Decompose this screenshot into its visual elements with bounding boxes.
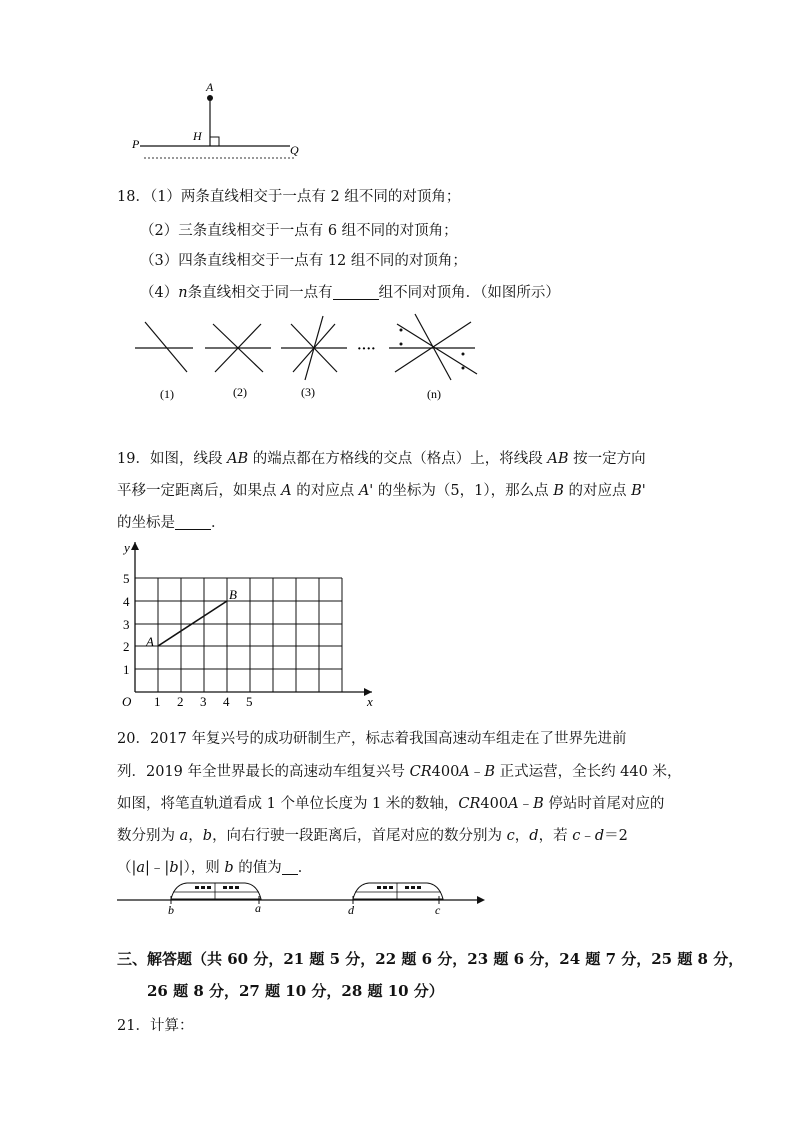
section-3-heading: 三、解答题（共 60 分，21 题 5 分，22 题 6 分，23 题 6 分，24 题 7 分，25 题 8 分， — [117, 950, 744, 968]
label-p: P — [132, 137, 140, 151]
y-tick-1: 1 — [123, 662, 130, 677]
label-a: A — [206, 80, 214, 94]
x-tick-1: 1 — [154, 694, 161, 709]
fig-label-3: (3) — [301, 385, 315, 399]
label-c: c — [435, 903, 441, 917]
q21-title: 21．计算： — [117, 1018, 194, 1034]
y-tick-5: 5 — [123, 571, 130, 586]
point-b-label: B — [229, 587, 237, 602]
x-axis-label: x — [367, 694, 373, 709]
y-axis-label: y — [124, 540, 130, 555]
label-d: d — [348, 903, 354, 917]
label-h: H — [193, 129, 202, 143]
q18-answer-blank[interactable] — [333, 285, 379, 300]
q19-line2: 平移一定距离后，如果点 A 的对应点 A' 的坐标为（5，1），那么点 B 的对应点 B' — [117, 483, 646, 499]
origin-label: O — [122, 694, 132, 709]
q19-line1: 19．如图，线段 AB 的端点都在方格线的交点（格点）上，将线段 AB 按一定方向 — [117, 451, 646, 467]
label-b: b — [168, 903, 174, 917]
ellipsis: ···· — [357, 342, 376, 357]
fig-label-1: (1) — [160, 387, 174, 401]
q20-line3: 如图，将笔直轨道看成 1 个单位长度为 1 米的数轴，CR400A﹣B 停站时首尾对应的 — [117, 796, 665, 812]
intersecting-lines-figure — [125, 310, 495, 405]
section-3-heading-cont: 26 题 8 分，27 题 10 分，28 题 10 分） — [147, 982, 444, 1000]
x-tick-2: 2 — [177, 694, 184, 709]
right-angle-mark — [210, 137, 219, 146]
x-tick-4: 4 — [223, 694, 230, 709]
q18-line1: 18．（1）两条直线相交于一点有 2 组不同的对顶角； — [117, 189, 461, 205]
q20-line5: （|a|﹣|b|），则 b 的值为 ． — [117, 860, 313, 876]
perpendicular-figure — [130, 78, 310, 168]
x-tick-3: 3 — [200, 694, 207, 709]
fig-label-n: (n) — [427, 387, 441, 401]
q19-line3: 的坐标是 ． — [117, 515, 226, 531]
y-tick-3: 3 — [123, 617, 130, 632]
y-tick-2: 2 — [123, 639, 130, 654]
q20-line2: 列．2019 年全世界最长的高速动车组复兴号 CR400A﹣B 正式运营，全长约 440 米， — [117, 764, 682, 780]
point-a-label: A — [146, 634, 154, 649]
fig-label-2: (2) — [233, 385, 247, 399]
x-tick-5: 5 — [246, 694, 253, 709]
q19-answer-blank[interactable] — [175, 515, 211, 530]
train-icon-left — [171, 883, 261, 899]
q18-line2: （2）三条直线相交于一点有 6 组不同的对顶角； — [140, 223, 458, 239]
q18-line3: （3）四条直线相交于一点有 12 组不同的对顶角； — [140, 253, 467, 269]
q20-answer-blank[interactable] — [282, 860, 298, 875]
label-a: a — [255, 901, 261, 915]
label-q: Q — [290, 143, 299, 157]
coordinate-grid — [110, 536, 385, 711]
q20-line4: 数分别为 a，b，向右行驶一段距离后，首尾对应的数分别为 c，d，若 c﹣d＝2 — [117, 828, 628, 844]
y-tick-4: 4 — [123, 594, 130, 609]
train-icon-right — [353, 883, 443, 899]
train-number-line — [115, 878, 495, 918]
q20-line1: 20．2017 年复兴号的成功研制生产，标志着我国高速动车组走在了世界先进前 — [117, 731, 627, 747]
q18-line4: （4）n条直线相交于同一点有 组不同对顶角．（如图所示） — [140, 285, 560, 301]
